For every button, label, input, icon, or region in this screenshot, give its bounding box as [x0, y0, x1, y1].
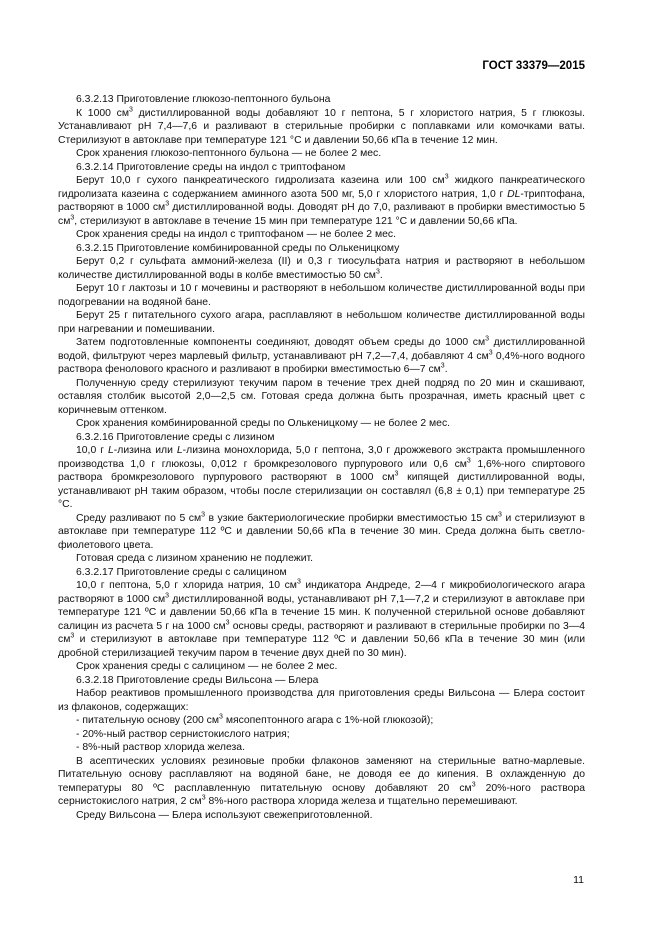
paragraph: Берут 10 г лактозы и 10 г мочевины и растворяют в небольшом количестве дистиллированной воды при подогревании на водяной бане. — [58, 283, 585, 308]
paragraph: Полученную среду стерилизуют текучим паром в течение трех дней подряд по 20 мин и скашивают, оставляя столбик высотой 2,0—2,5 см. Готовая среда должна быть прозрачная, иметь красный цвет с коричневым оттенком. — [58, 377, 585, 416]
paragraph: Набор реактивов промышленного производства для приготовления среды Вильсона — Блера состоит из флаконов, содержащих: — [58, 688, 585, 713]
paragraph: 6.3.2.14 Приготовление среды на индол с триптофаном — [76, 161, 346, 173]
paragraph: 10,0 г пептона, 5,0 г хлорида натрия, 10 $см^3$ индикатора Андреде, 2—4 г микробиологического агара растворяют в 1000 $см^3$ дистиллированной воды, устанавливают pH 7,1—7,2 и стерилизуют в автоклаве при температуре 121 ºС и давлении 50,66 кПа в течение 15 мин. К полученной стерильной основе добавляют салицин из расчета 5 г на 1000 $см^3$ основы среды, растворяют и разливают в стерильные пробирки по 3—4 $см^3$ и стерилизуют в автоклаве при температуре 112 ºС и давлении 50,66 кПа в течение 30 мин (или дробной стерилизацией текучим паром в течение двух дней по 30 мин). — [58, 578, 585, 659]
list-item: - 8%-ный раствор хлорида железа. — [76, 742, 245, 753]
list-item: - 20%-ный раствор сернистокислого натрия; — [76, 728, 290, 740]
paragraph: Срок хранения комбинированной среды по Олькеницкому — не более 2 мес. — [76, 418, 451, 429]
paragraph: К 1000 $см^3$ дистиллированной воды добавляют 10 г пептона, 5 г хлористого натрия, 5 г глюкозы. Устанавливают pH 7,4—7,6 и разливают в стерильные пробирки с поплавками или комочками ваты. Стерилизуют в автоклаве при температуре 121 °С и давлении 50,66 кПа в течение 12 мин. — [58, 106, 585, 146]
paragraph: 6.3.2.16 Приготовление среды с лизином — [76, 431, 275, 443]
paragraph: 6.3.2.18 Приготовление среды Вильсона — Блера — [76, 674, 319, 686]
document-code-header: ГОСТ 33379—2015 — [482, 60, 585, 72]
paragraph: Среду разливают по 5 $см^3$ в узкие бактериологические пробирки вместимостью 15 $см^3$ и стерилизуют в автоклаве при температуре 112 ºС и давлении 50,66 кПа в течение 30 мин. Среда должна быть светло-фиолетового цвета. — [58, 511, 585, 551]
paragraph: 6.3.2.13 Приготовление глюкозо-пептонного бульона — [76, 94, 331, 105]
paragraph: Срок хранения глюкозо-пептонного бульона — не более 2 мес. — [76, 148, 382, 159]
paragraph: Берут 10,0 г сухого панкреатического гидролизата казеина или 100 $см^3$ жидкого панкреатического гидролизата казеина с содержанием аминного азота 500 мг, 5,0 г хлористого натрия, 1,0 г DL-триптофана, растворяют в 1000 $см^3$ дистиллированной воды. Доводят pH до 7,0, разливают в пробирки вместимостью 5 $см^3$, стерилизуют в автоклаве в течение 15 мин при температуре 121 °С и давлении 50,66 кПа. — [58, 173, 585, 227]
paragraph: Среду Вильсона — Блера используют свежеприготовленной. — [76, 809, 373, 821]
paragraph: Готовая среда с лизином хранению не подлежит. — [76, 553, 314, 564]
paragraph: 6.3.2.17 Приготовление среды с салицином — [76, 566, 287, 578]
list-item: - питательную основу (200 $см^3$ мясопептонного агара с 1%-ной глюкозой); — [76, 713, 434, 726]
paragraph: Срок хранения среды с салицином — не более 2 мес. — [76, 661, 338, 672]
paragraph: Затем подготовленные компоненты соединяют, доводят объем среды до 1000 $см^3$ дистиллированной водой, фильтруют через марлевый фильтр, устанавливают pH 7,2—7,4, добавляют 4 $см^3$ 0,4%-ного водного раствора фенолового красного и разливают в пробирки вместимостью 6—7 $см^3$. — [58, 335, 585, 375]
paragraph: Берут 25 г питательного сухого агара, расплавляют в небольшом количестве дистиллированной воды при нагревании и помешивании. — [58, 310, 585, 335]
page-number: 11 — [573, 874, 584, 886]
paragraph: В асептических условиях резиновые пробки флаконов заменяют на стерильные ватно-марлевые. Питательную основу расплавляют на водяной бане, не доводя ее до кипения. В охлажденную до температуры 80 ºС расплавленную питательную основу добавляют 20 $см^3$ 20%-ного раствора сернистокислого натрия, 2 $см^3$ 8%-ного раствора хлорида железа и тщательно перемешивают. — [58, 755, 586, 807]
paragraph: Срок хранения среды на индол с триптофаном — не более 2 мес. — [76, 229, 396, 240]
document-body — [58, 93, 585, 822]
paragraph: 6.3.2.15 Приготовление комбинированной среды по Олькеницкому — [76, 242, 400, 254]
paragraph: Берут 0,2 г сульфата аммоний-железа (II) и 0,3 г тиосульфата натрия и растворяют в небольшом количестве дистиллированной воды в колбе вместимостью 50 $см^3$. — [58, 256, 585, 281]
paragraph: 10,0 г L-лизина или L-лизина монохлорида, 5,0 г пептона, 3,0 г дрожжевого экстракта промышленного производства 1,0 г глюкозы, 0,012 г бромкрезолового пурпурового или 0,6 $см^3$ 1,6%-ного спиртового раствора бромкрезолового пурпурового растворяют в 1000 $см^3$ кипящей дистиллированной воды, устанавливают pH таким образом, чтобы после стерилизации он составлял (6,8 ± 0,1) при температуре 25 °С. — [58, 445, 586, 510]
